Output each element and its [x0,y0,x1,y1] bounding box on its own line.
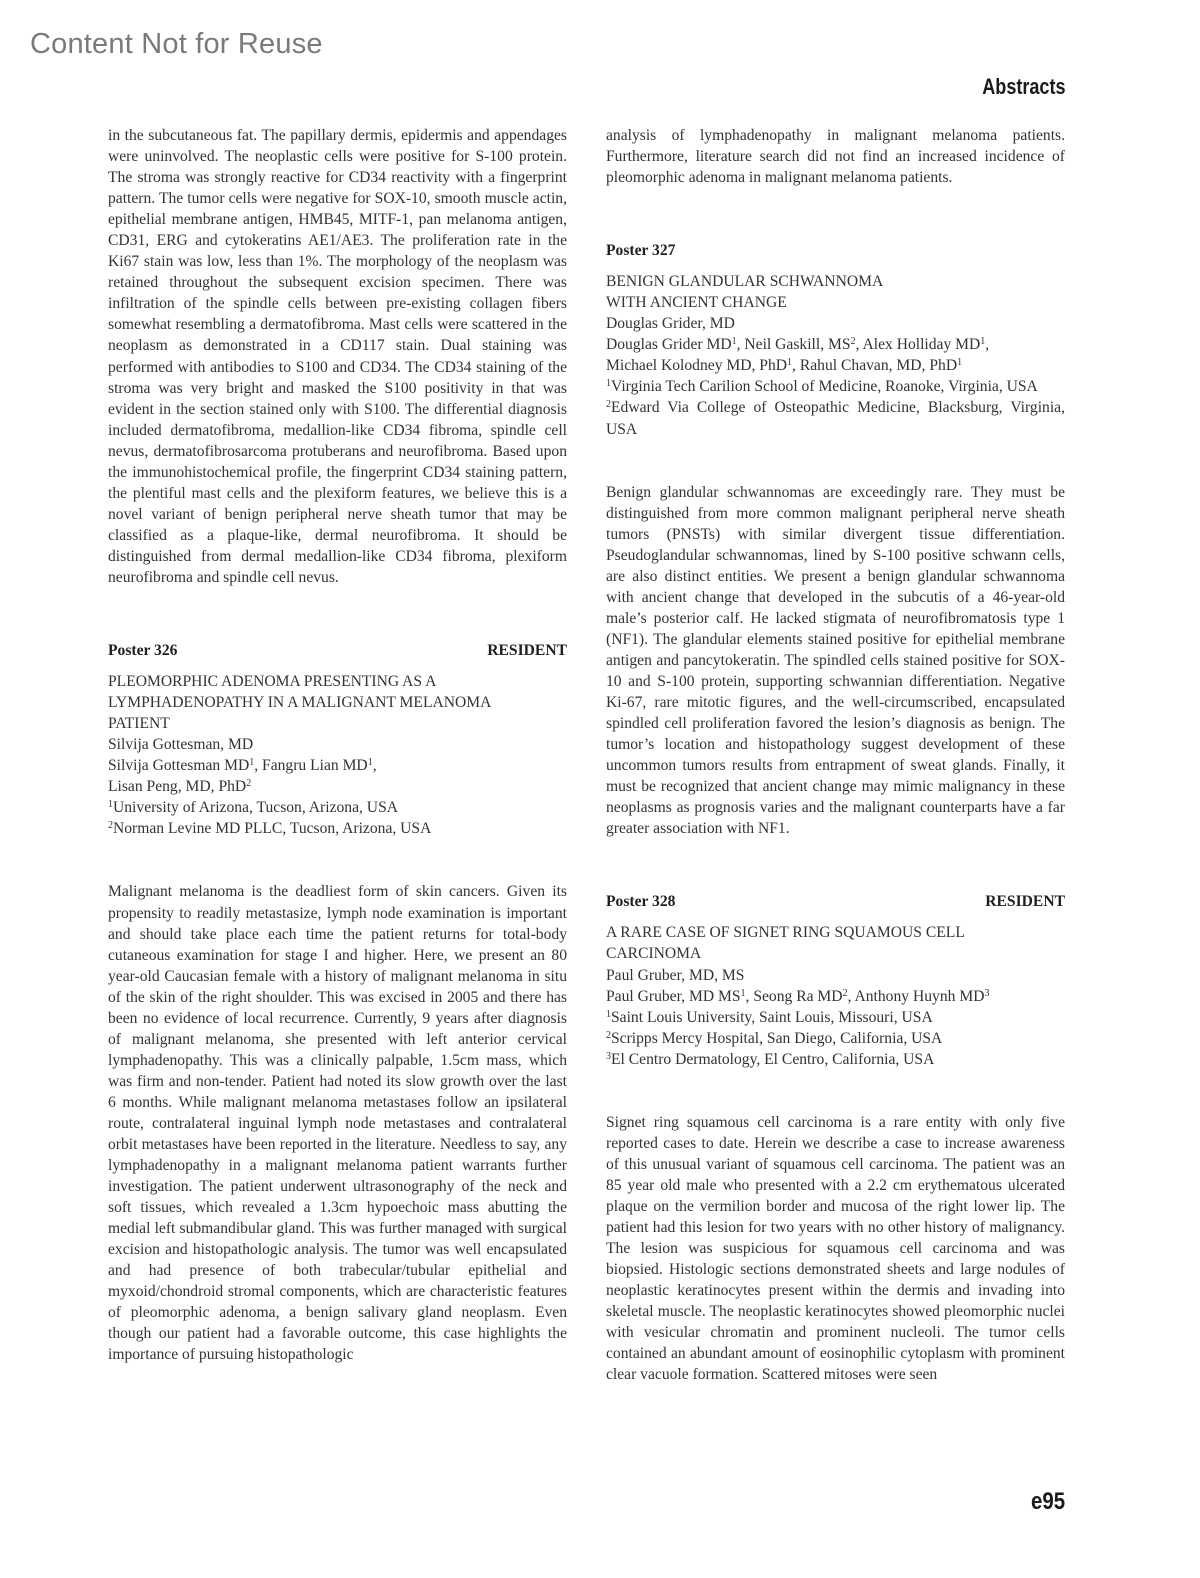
resident-badge: RESIDENT [985,893,1065,911]
presenter: Paul Gruber, MD, MS [606,966,745,984]
presenter: Silvija Gottesman, MD [108,736,254,754]
author-list: Douglas Grider $MD^1$, Neil Gaskill, $MS^2$, Alex Holliday $MD^1$, [606,336,990,354]
title-line: PATIENT [108,715,170,733]
abstract-title [606,271,1065,313]
author-list: Paul Gruber, MD $MS^1$, Seong Ra $MD^2$, Anthony Huynh $MD^3$ [606,987,990,1005]
page-number: e95 [1030,1488,1065,1515]
affiliation: $^1$University of Arizona, Tucson, Arizona, USA [108,799,399,817]
title-line: BENIGN GLANDULAR SCHWANNOMA [606,273,884,291]
affiliation: $^1$Saint Louis University, Saint Louis, Missouri, USA [606,1008,933,1026]
continued-abstract-text: analysis of lymphadenopathy in malignant melanoma patients. Furthermore, literature search did not find an increased incidence of pleomorphic adenoma in malignant melanoma patients. [606,127,1065,187]
title-line: LYMPHADENOPATHY IN A MALIGNANT MELANOMA [108,694,492,712]
presenter: Douglas Grider, MD [606,315,735,333]
title-line: PLEOMORPHIC ADENOMA PRESENTING AS A [108,673,437,691]
watermark: Content Not for Reuse [30,28,323,60]
right-column [606,125,1065,1385]
title-line: A RARE CASE OF SIGNET RING SQUAMOUS CELL [606,924,965,942]
title-line: CARCINOMA [606,945,702,963]
author-list: Michael Kolodney MD, PhD$^1$, Rahul Chavan, MD, PhD$^1$ [606,357,963,375]
abstract-body: Benign glandular schwannomas are exceedingly rare. They must be distinguished from more common malignant peripheral nerve sheath tumors (PNSTs) with similar divergent tissue differentiation. Pseudoglandular schwannomas, lined by S-100 positive schwann cells, are also distinct entities. We present a benign glandular schwannoma with ancient change that developed in the subcutis of a 46-year-old male’s posterior calf. He lacked stigmata of neurofibromatosis type 1 (NF1). The glandular elements stained positive for epithelial membrane antigen and pancytokeratin. The spindled cells stained positive for SOX-10 and S-100 protein, supporting schwannian differentiation. Negative Ki-67, rare mitotic figures, and the well-circumscribed, encapsulated spindled cell proliferation favored the lesion’s diagnosis as benign. The tumor’s location and histopathology suggest development of these uncommon tumors results from entrapment of sweat glands. Finally, it must be recognized that ancient change may mimic malignancy in these neoplasms as prognosis varies and the malignant counterparts have a far greater association with NF1. [606,483,1065,838]
abstract-title [606,922,1065,964]
title-line: WITH ANCIENT CHANGE [606,294,787,312]
affiliation: $^1$Virginia Tech Carilion School of Medicine, Roanoke, Virginia, USA [606,378,1038,396]
affiliation: $^2$Norman Levine MD PLLC, Tucson, Arizona, USA [108,820,432,838]
abstract-title [108,671,567,734]
affiliation: $^3$El Centro Dermatology, El Centro, California, USA [606,1050,935,1068]
poster-header [606,240,1065,261]
poster-label: Poster 327 [606,242,676,260]
abstract-body: Signet ring squamous cell carcinoma is a rare entity with only five reported cases to date. Herein we describe a case to increase awareness of this unusual variant of squamous cell carcinoma. The patient was an 85 year old male who presented with a 2.2 cm erythematous ulcerated plaque on the vermilion border and mucosa of the right lower lip. The patient had this lesion for two years with no other history of malignancy. The lesion was suspicious for squamous cell carcinoma and was biopsied. Histologic sections demonstrated sheets and large nodules of neoplastic keratinocytes present within the dermis and invading into skeletal muscle. The neoplastic keratinocytes showed pleomorphic nuclei with vesicular chromatin and prominent nucleoli. The tumor cells contained an abundant amount of eosinophilic cytoplasm with prominent clear vacuole formation. Scattered mitoses were seen [606,1113,1065,1384]
poster-header [108,640,567,661]
author-list: Silvija Gottesman $MD^1$, Fangru Lian $MD^1$, [108,757,377,775]
poster-label: Poster 326 [108,642,178,660]
left-column [108,125,567,1366]
affiliation: $^2$Edward Via College of Osteopathic Medicine, Blacksburg, Virginia, USA [606,399,1065,438]
abstract-body: Malignant melanoma is the deadliest form of skin cancers. Given its propensity to readily metastasize, lymph node examination is important and should take place each time the patient returns for total-body cutaneous examination for stage I and higher. Here, we present an 80 year-old Caucasian female with a history of malignant melanoma in situ of the skin of the right shoulder. This was excised in 2005 and there has been no evidence of local recurrence. Currently, 9 years after diagnosis of malignant melanoma, she presented with left anterior cervical lymphadenopathy. This was a clinically palpable, 1.5cm mass, which was firm and non-tender. Patient had noted its slow growth over the last 6 months. While malignant melanoma metastases follow an ipsilateral route, contralateral inguinal lymph node metastases and contralateral orbit metastases have been reported in the literature. Needless to say, any lymphadenopathy in a malignant melanoma patient warrants further investigation. The patient underwent ultrasonography of the neck and soft tissues, which revealed a 1.3cm hypoechoic mass abutting the medial left submandibular gland. This was further managed with surgical excision and histopathologic analysis. The tumor was well encapsulated and had presence of both trabecular/tubular epithelial and myxoid/chondroid stromal components, which are characteristic features of pleomorphic adenoma, a benign salivary gland neoplasm. Even though our patient had a favorable outcome, this case highlights the importance of pursuing histopathologic [108,883,567,1364]
resident-badge: RESIDENT [487,642,567,660]
affiliation: $^2$Scripps Mercy Hospital, San Diego, California, USA [606,1029,943,1047]
poster-328 [606,891,1065,1385]
poster-327 [606,240,1065,839]
poster-header [606,891,1065,912]
poster-326 [108,640,567,1366]
author-list: Lisan Peng, MD, PhD$^2$ [108,778,252,796]
continued-abstract-text: in the subcutaneous fat. The papillary dermis, epidermis and appendages were uninvolved. The neoplastic cells were positive for S-100 protein. The stroma was strongly reactive for CD34 reactivity with a fingerprint pattern. The tumor cells were negative for SOX-10, smooth muscle actin, epithelial membrane antigen, HMB45, MITF-1, pan melanoma antigen, CD31, ERG and cytokeratins AE1/AE3. The proliferation rate in the Ki67 stain was low, less than 1%. The morphology of the neoplasm was retained throughout the subsequent excision specimen. There was infiltration of the spindle cells between pre-existing collagen fibers somewhat resembling a dermatofibroma. Mast cells were scattered in the neoplasm as demonstrated in a CD117 stain. Dual staining was performed with antibodies to S100 and CD34. The CD34 staining of the stroma was very bright and masked the S100 positivity in that was evident in the section stained only with S100. The differential diagnosis included dermatofibroma, medallion-like CD34 fibroma, spindle cell nevus, dermatofibrosarcoma protuberans and neurofibroma. Based upon the immunohistochemical profile, the fingerprint CD34 staining pattern, the plentiful mast cells and the plexiform features, we believe this is a novel variant of benign peripheral nerve sheath tumor that may be classified as a plaque-like, dermal neurofibroma. It should be distinguished from dermal medallion-like CD34 fibroma, plexiform neurofibroma and spindle cell nevus. [108,127,567,586]
running-head: Abstracts [981,74,1065,99]
poster-label: Poster 328 [606,893,676,911]
